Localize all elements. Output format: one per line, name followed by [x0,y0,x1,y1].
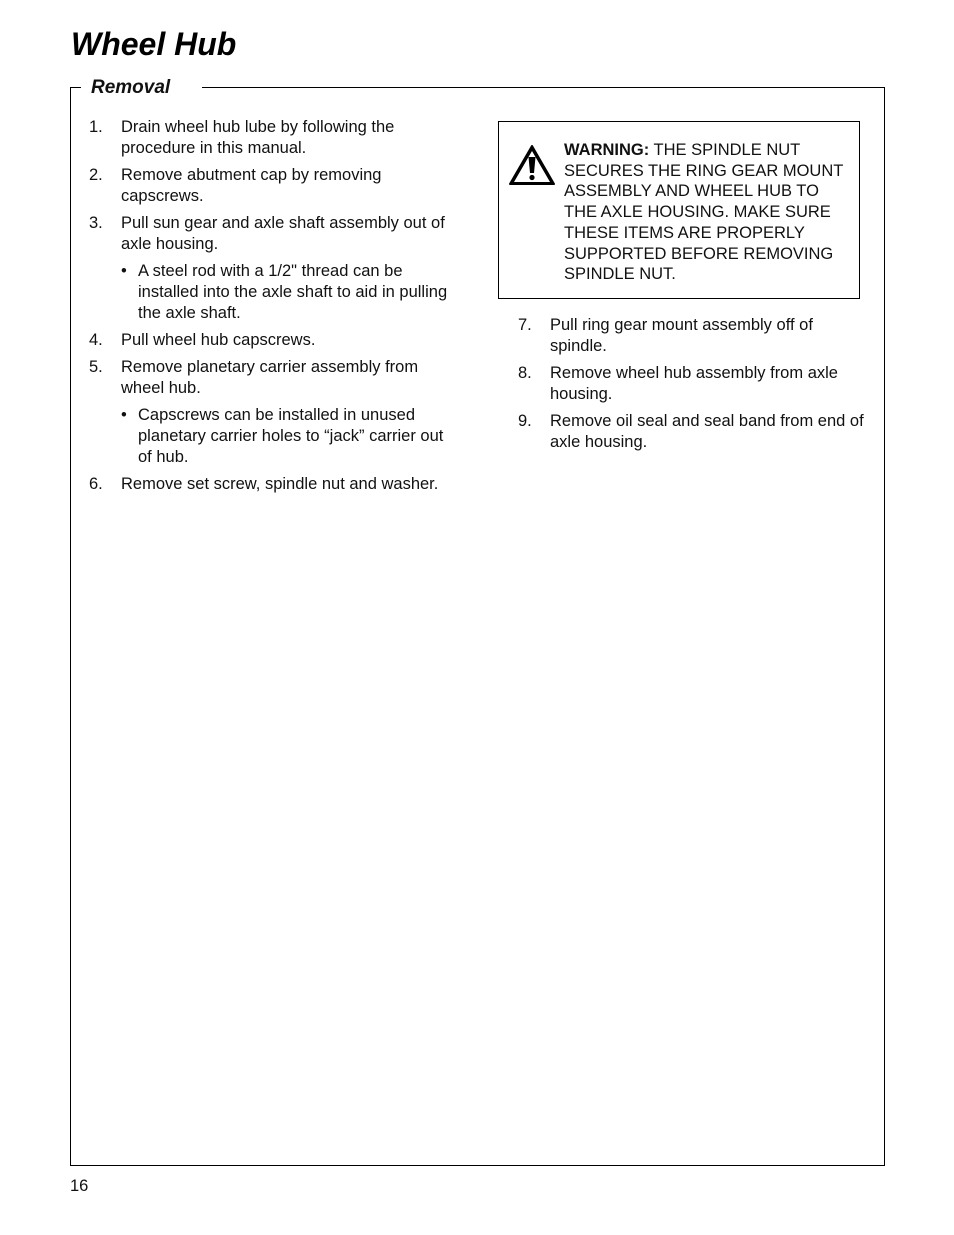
step-number: 8. [518,364,532,382]
step-item [518,363,868,405]
step-text: Pull wheel hub capscrews. [121,331,316,349]
warning-text [564,140,849,285]
warning-box [498,121,860,299]
warning-message: THE SPINDLE NUT SECURES THE RING GEAR MOUNT ASSEMBLY AND WHEEL HUB TO THE AXLE HOUSING. MAKE SURE THESE ITEMS ARE PROPERLY SUPPORTED BEFORE REMOVING SPINDLE NUT. [564,141,844,284]
step-text: Remove abutment cap by removing capscrews. [121,166,382,205]
step-item [518,411,868,453]
step-item [89,330,459,351]
page-number: 16 [70,1177,89,1195]
step-text: Remove planetary carrier assembly from wheel hub. [121,358,419,397]
step-item [89,474,459,495]
page-title: Wheel Hub [71,26,237,62]
step-item [89,165,459,207]
step-number: 5. [89,358,103,376]
step-item [89,357,459,468]
step-note-text: Capscrews can be installed in unused planetary carrier holes to “jack” carrier out of hub. [138,406,444,466]
step-number: 9. [518,412,532,430]
warning-triangle-icon [508,144,556,186]
step-text: Drain wheel hub lube by following the procedure in this manual. [121,118,395,157]
step-text: Remove wheel hub assembly from axle housing. [550,364,838,403]
step-note [121,261,459,324]
step-number: 1. [89,118,103,136]
step-note [121,405,459,468]
step-item [89,213,459,324]
warning-label: WARNING: [564,141,650,159]
section-heading: Removal [81,76,180,100]
step-number: 3. [89,214,103,232]
steps-list-left [89,117,459,501]
step-note-text: A steel rod with a 1/2" thread can be installed into the axle shaft to aid in pulling the axle shaft. [138,262,448,322]
step-text: Pull ring gear mount assembly off of spindle. [550,316,813,355]
step-number: 2. [89,166,103,184]
step-number: 4. [89,331,103,349]
step-item [518,315,868,357]
step-number: 7. [518,316,532,334]
step-number: 6. [89,475,103,493]
bullet-icon: • [121,262,127,280]
step-text: Remove set screw, spindle nut and washer. [121,475,439,493]
step-text: Remove oil seal and seal band from end of axle housing. [550,412,864,451]
step-text: Pull sun gear and axle shaft assembly out of axle housing. [121,214,445,253]
step-item [89,117,459,159]
steps-list-right [518,315,868,459]
bullet-icon: • [121,406,127,424]
